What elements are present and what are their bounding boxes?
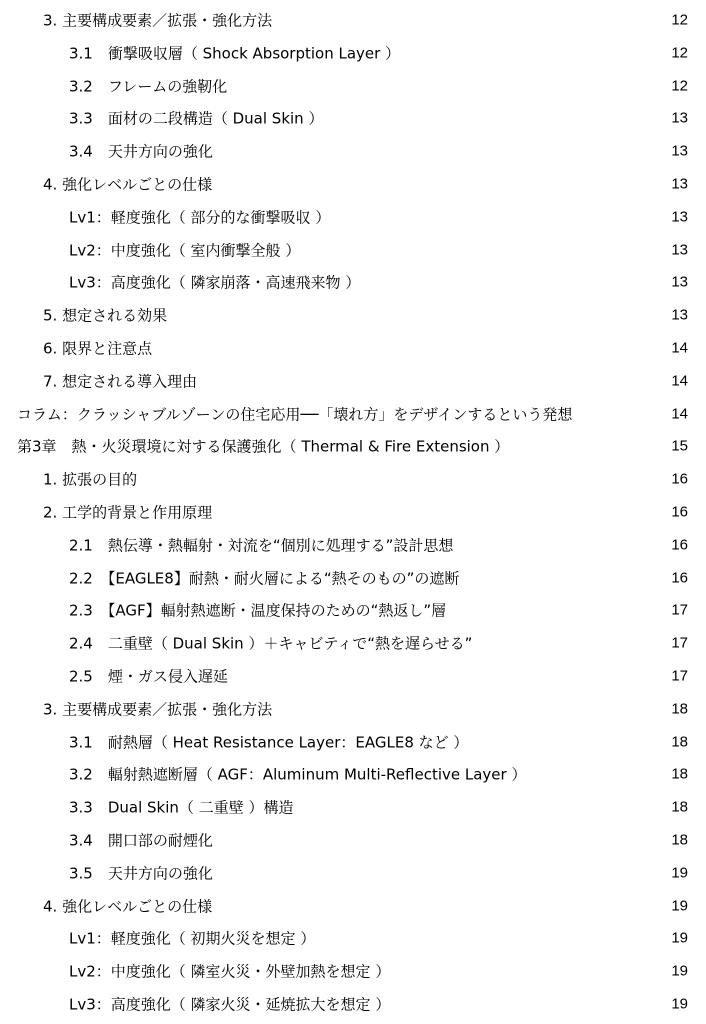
- toc-entry-title: 2.4 二重壁（ Dual Skin ）＋キャビティで“熱を遅らせる”: [69, 634, 473, 653]
- toc-entry-page-number: 14: [671, 372, 688, 390]
- toc-entry-page-number: 17: [671, 601, 688, 619]
- toc-entry-page-number: 19: [671, 897, 688, 915]
- toc-entry[interactable]: [0, 988, 706, 1021]
- toc-entry[interactable]: [0, 791, 706, 824]
- toc-entry[interactable]: [0, 299, 706, 332]
- toc-entry-title: コラム：クラッシャブルゾーンの住宅応用──「壊れ方」をデザインするという発想: [17, 405, 573, 424]
- toc-entry[interactable]: [0, 660, 706, 693]
- toc-entry-page-number: 14: [671, 405, 688, 423]
- toc-entry-title: 第3章 熱・火災環境に対する保護強化（ Thermal & Fire Extension ）: [17, 437, 510, 456]
- toc-entry-page-number: 18: [671, 700, 688, 718]
- toc-entry-page-number: 14: [671, 339, 688, 357]
- toc-entry-page-number: 16: [671, 503, 688, 521]
- toc-entry-title: 4. 強化レベルごとの仕様: [43, 897, 213, 916]
- toc-entry[interactable]: [0, 594, 706, 627]
- toc-entry-page-number: 13: [671, 142, 688, 160]
- toc-entry-title: 3.1 耐熱層（ Heat Resistance Layer：EAGLE8 など ）: [69, 733, 469, 752]
- toc-entry[interactable]: [0, 168, 706, 201]
- toc-entry[interactable]: [0, 692, 706, 725]
- toc-entry[interactable]: [0, 36, 706, 69]
- toc-entry-page-number: 19: [671, 864, 688, 882]
- toc-entry-title: 3. 主要構成要素／拡張・強化方法: [43, 700, 273, 719]
- toc-entry-page-number: 12: [671, 44, 688, 62]
- toc-entry[interactable]: [0, 856, 706, 889]
- toc-entry[interactable]: [0, 758, 706, 791]
- toc-entry[interactable]: [0, 922, 706, 955]
- toc-entry-title: 2.2 【EAGLE8】耐熱・耐火層による“熱そのもの”の遮断: [69, 569, 460, 588]
- toc-entry[interactable]: [0, 725, 706, 758]
- toc-entry-title: 3.3 Dual Skin（ 二重壁 ）構造: [69, 798, 294, 817]
- toc-entry-title: Lv3：高度強化（ 隣家火災・延焼拡大を想定 ）: [69, 995, 391, 1014]
- toc-entry[interactable]: [0, 430, 706, 463]
- toc-entry[interactable]: [0, 496, 706, 529]
- toc-entry-title: Lv1：軽度強化（ 初期火災を想定 ）: [69, 929, 316, 948]
- toc-entry-page-number: 18: [671, 798, 688, 816]
- toc-entry-page-number: 12: [671, 77, 688, 95]
- toc-entry-page-number: 17: [671, 634, 688, 652]
- toc-entry-page-number: 13: [671, 273, 688, 291]
- toc-entry[interactable]: [0, 627, 706, 660]
- toc-entry-title: 2.1 熱伝導・熱輻射・対流を“個別に処理する”設計思想: [69, 536, 454, 555]
- toc-entry-title: 3.4 天井方向の強化: [69, 142, 213, 161]
- toc-entry-page-number: 12: [671, 11, 688, 29]
- toc-entry-page-number: 18: [671, 733, 688, 751]
- toc-entry[interactable]: [0, 332, 706, 365]
- toc-entry-page-number: 13: [671, 241, 688, 259]
- toc-entry-page-number: 18: [671, 831, 688, 849]
- toc-entry[interactable]: [0, 397, 706, 430]
- toc-entry[interactable]: [0, 955, 706, 988]
- toc-entry-title: 3.5 天井方向の強化: [69, 864, 213, 883]
- toc-entry[interactable]: [0, 463, 706, 496]
- toc-entry-page-number: 13: [671, 109, 688, 127]
- toc-entry[interactable]: [0, 135, 706, 168]
- toc-entry[interactable]: [0, 4, 706, 37]
- toc-entry-page-number: 18: [671, 765, 688, 783]
- toc-entry-title: 2.3 【AGF】輻射熱遮断・温度保持のための“熱返し”層: [69, 601, 447, 620]
- toc-entry-page-number: 19: [671, 995, 688, 1013]
- toc-entry-title: Lv3：高度強化（ 隣家崩落・高速飛来物 ）: [69, 273, 361, 292]
- toc-entry-page-number: 16: [671, 536, 688, 554]
- toc-entry-title: Lv1：軽度強化（ 部分的な衝撃吸収 ）: [69, 208, 331, 227]
- toc-entry-page-number: 17: [671, 667, 688, 685]
- toc-entry[interactable]: [0, 233, 706, 266]
- toc-entry-title: 3.3 面材の二段構造（ Dual Skin ）: [69, 109, 324, 128]
- toc-entry-page-number: 13: [671, 175, 688, 193]
- toc-entry-title: Lv2：中度強化（ 隣室火災・外壁加熱を想定 ）: [69, 962, 391, 981]
- toc-entry[interactable]: [0, 266, 706, 299]
- toc-entry-title: 1. 拡張の目的: [43, 470, 138, 489]
- toc-entry[interactable]: [0, 561, 706, 594]
- toc-entry[interactable]: [0, 69, 706, 102]
- toc-entry-page-number: 19: [671, 962, 688, 980]
- toc-entry-page-number: 13: [671, 208, 688, 226]
- toc-entry-page-number: 13: [671, 306, 688, 324]
- toc-entry-page-number: 15: [671, 437, 688, 455]
- toc-entry-title: 3. 主要構成要素／拡張・強化方法: [43, 11, 273, 30]
- toc-entry[interactable]: [0, 102, 706, 135]
- toc-entry-title: 2.5 煙・ガス侵入遅延: [69, 667, 228, 686]
- toc-entry[interactable]: [0, 824, 706, 857]
- toc-entry[interactable]: [0, 528, 706, 561]
- toc-entry-title: 3.2 輻射熱遮断層（ AGF：Aluminum Multi-Reflective Layer ）: [69, 765, 527, 784]
- toc-entry-title: 6. 限界と注意点: [43, 339, 153, 358]
- toc-entry-title: 5. 想定される効果: [43, 306, 168, 325]
- toc-entry-title: 3.1 衝撃吸収層（ Shock Absorption Layer ）: [69, 44, 401, 63]
- toc-entry-title: 4. 強化レベルごとの仕様: [43, 175, 213, 194]
- toc-entry-page-number: 16: [671, 569, 688, 587]
- toc-entry-page-number: 19: [671, 929, 688, 947]
- toc-entry-title: 3.4 開口部の耐煙化: [69, 831, 213, 850]
- toc-entry-title: 7. 想定される導入理由: [43, 372, 198, 391]
- toc-entry[interactable]: [0, 889, 706, 922]
- toc-entry-page-number: 16: [671, 470, 688, 488]
- toc-entry-title: Lv2：中度強化（ 室内衝撃全般 ）: [69, 241, 301, 260]
- toc-entry-title: 3.2 フレームの強靭化: [69, 77, 228, 96]
- toc-entry[interactable]: [0, 364, 706, 397]
- toc-entry[interactable]: [0, 200, 706, 233]
- toc-entry-title: 2. 工学的背景と作用原理: [43, 503, 213, 522]
